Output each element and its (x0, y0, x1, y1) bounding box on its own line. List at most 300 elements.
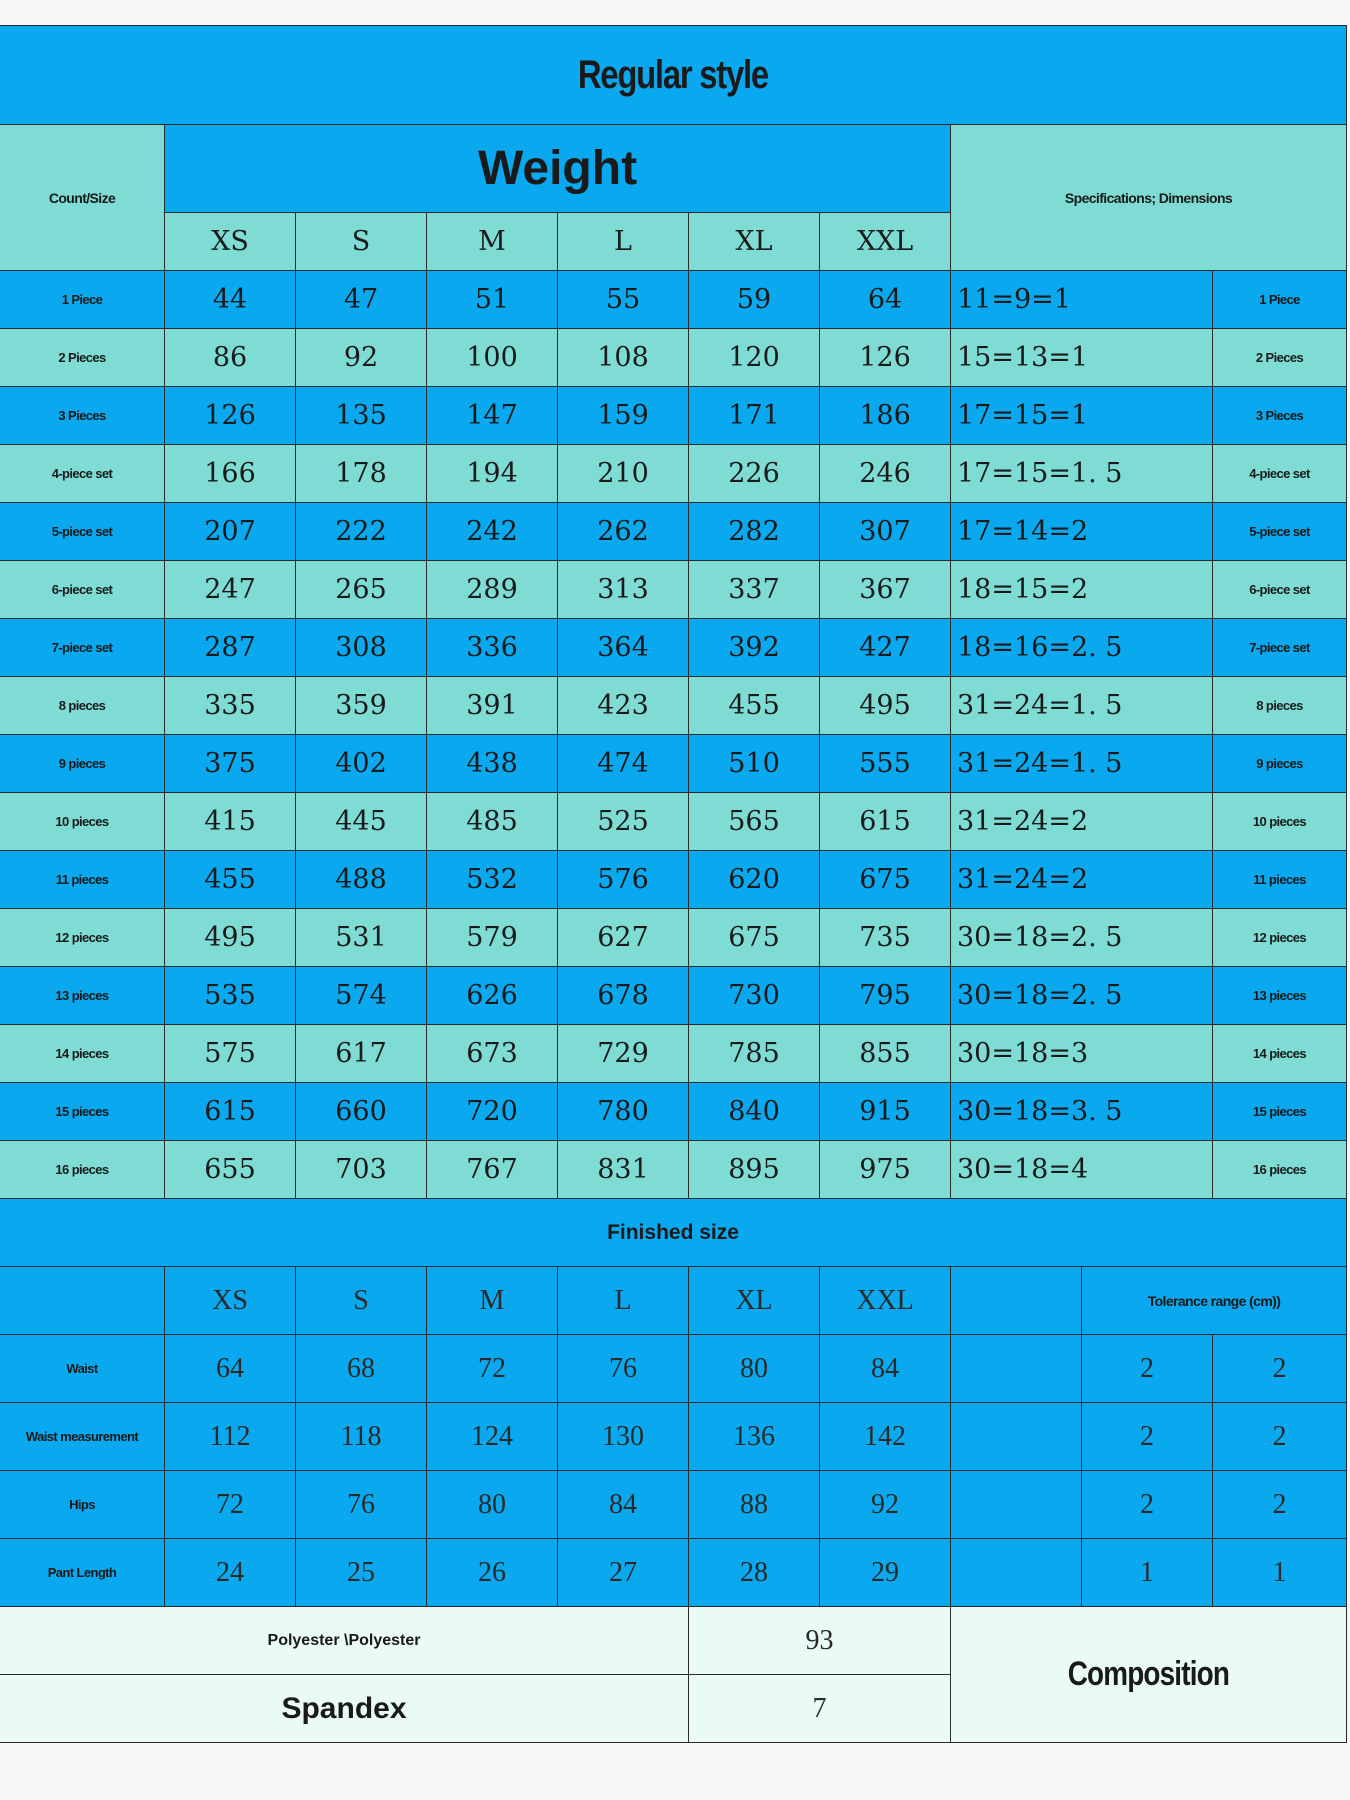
tolerance-value-text: 2 (1272, 1488, 1287, 1520)
weight-value (165, 1025, 296, 1083)
row-label-right-text: 10 pieces (1252, 814, 1307, 829)
weight-value (427, 851, 558, 909)
weight-value-text: 126 (859, 342, 911, 373)
weight-value (820, 387, 951, 445)
weight-value-text: 59 (736, 284, 772, 315)
row-label-right (1213, 503, 1347, 561)
weight-value-text: 86 (212, 342, 248, 373)
count-size-label (0, 125, 165, 271)
weight-value-text: 675 (728, 922, 780, 953)
row-label-right (1213, 387, 1347, 445)
weight-value (689, 271, 820, 329)
row-label (0, 503, 165, 561)
measure-value (689, 1335, 820, 1403)
weight-value-text: 495 (204, 922, 256, 953)
tolerance-heading-text: Tolerance range (cm)) (1147, 1292, 1281, 1309)
measure-value-text: 80 (740, 1352, 768, 1384)
weight-value-text: 210 (597, 458, 649, 489)
row-label (0, 735, 165, 793)
weight-value-text: 47 (343, 284, 379, 315)
measure-value-text: 64 (216, 1352, 244, 1384)
weight-value-text: 840 (728, 1096, 780, 1127)
finished-empty-header (0, 1267, 165, 1335)
row-label-right-text: 15 pieces (1252, 1104, 1307, 1119)
weight-value-text: 308 (335, 632, 387, 663)
row-label-text: 15 pieces (55, 1104, 109, 1119)
measure-value (165, 1539, 296, 1607)
weight-value (558, 793, 689, 851)
weight-value (296, 387, 427, 445)
weight-value-text: 247 (204, 574, 256, 605)
weight-value (689, 1025, 820, 1083)
weight-size-header-text: XXL (856, 226, 914, 257)
row-label-text: 12 pieces (55, 930, 109, 945)
weight-value-text: 44 (212, 284, 248, 315)
weight-value (427, 329, 558, 387)
weight-value (820, 1141, 951, 1199)
tolerance-value (1213, 1471, 1347, 1539)
weight-value-text: 615 (859, 806, 911, 837)
weight-value (558, 271, 689, 329)
spec-value (951, 967, 1213, 1025)
measure-value-text: 68 (347, 1352, 375, 1384)
weight-value (427, 1141, 558, 1199)
weight-value-text: 265 (335, 574, 387, 605)
weight-value-text: 574 (335, 980, 387, 1011)
tolerance-value-text: 2 (1140, 1352, 1154, 1384)
weight-size-header-text: S (351, 226, 371, 257)
weight-value (165, 387, 296, 445)
weight-value (689, 329, 820, 387)
weight-value-text: 391 (466, 690, 518, 721)
measure-value-text: 76 (347, 1488, 375, 1520)
tolerance-value-text: 2 (1272, 1352, 1287, 1384)
tolerance-value (1082, 1335, 1213, 1403)
weight-size-header (558, 213, 689, 271)
weight-value (820, 329, 951, 387)
weight-value-text: 673 (466, 1038, 518, 1069)
composition-item-value (689, 1675, 951, 1743)
row-label-right-text: 12 pieces (1252, 930, 1307, 945)
weight-value (820, 1025, 951, 1083)
row-label-text: 4-piece set (51, 466, 113, 481)
weight-value-text: 108 (597, 342, 649, 373)
weight-value-text: 415 (204, 806, 256, 837)
measure-empty (951, 1335, 1082, 1403)
weight-value (427, 967, 558, 1025)
spec-value (951, 851, 1213, 909)
weight-value-text: 159 (597, 400, 649, 431)
row-label-right (1213, 967, 1347, 1025)
composition-item-value-text: 7 (812, 1692, 827, 1724)
measure-label-text: Waist (66, 1361, 98, 1376)
measure-value (558, 1539, 689, 1607)
weight-value (558, 677, 689, 735)
row-label-right-text: 11 pieces (1253, 872, 1306, 887)
weight-value (427, 503, 558, 561)
measure-value-text: 142 (864, 1420, 906, 1452)
spec-value-text: 31=24=1. 5 (957, 690, 1123, 721)
measure-value-text: 130 (602, 1420, 644, 1452)
weight-size-header-text: L (614, 226, 632, 257)
weight-value (820, 445, 951, 503)
spec-value-text: 30=18=2. 5 (957, 922, 1123, 953)
row-label-right (1213, 677, 1347, 735)
measure-value (165, 1403, 296, 1471)
weight-value (820, 967, 951, 1025)
measure-value-text: 26 (478, 1556, 506, 1588)
weight-value (689, 851, 820, 909)
row-label-text: 16 pieces (55, 1162, 109, 1177)
weight-value (296, 851, 427, 909)
weight-value-text: 166 (204, 458, 256, 489)
weight-value (165, 793, 296, 851)
spec-value-text: 30=18=3 (957, 1038, 1089, 1069)
weight-value-text: 474 (597, 748, 649, 779)
spec-value (951, 561, 1213, 619)
spec-value-text: 17=15=1 (957, 400, 1089, 431)
weight-value-text: 531 (335, 922, 387, 953)
row-label-right (1213, 735, 1347, 793)
weight-value (296, 1025, 427, 1083)
weight-value (689, 503, 820, 561)
weight-value (558, 619, 689, 677)
row-label (0, 851, 165, 909)
measure-value (820, 1335, 951, 1403)
measure-value (165, 1471, 296, 1539)
row-label-right-text: 7-piece set (1249, 640, 1310, 655)
row-label (0, 387, 165, 445)
spec-value (951, 1141, 1213, 1199)
measure-value-text: 80 (478, 1488, 506, 1520)
weight-value (427, 1025, 558, 1083)
finished-size-header (558, 1267, 689, 1335)
weight-value (427, 793, 558, 851)
weight-size-header (427, 213, 558, 271)
weight-value-text: 655 (204, 1154, 256, 1185)
row-label (0, 793, 165, 851)
tolerance-value-text: 2 (1272, 1420, 1287, 1452)
measure-value-text: 72 (478, 1352, 506, 1384)
row-label-text: 8 pieces (58, 698, 106, 713)
row-label (0, 271, 165, 329)
weight-value (689, 909, 820, 967)
weight-value-text: 445 (335, 806, 387, 837)
weight-value-text: 364 (597, 632, 649, 663)
weight-value (296, 735, 427, 793)
weight-value-text: 194 (466, 458, 518, 489)
weight-value (427, 387, 558, 445)
row-label-right-text: 13 pieces (1252, 988, 1307, 1003)
tolerance-value-text: 2 (1140, 1420, 1154, 1452)
measure-value-text: 24 (216, 1556, 244, 1588)
row-label-right (1213, 445, 1347, 503)
composition-label (951, 1607, 1347, 1743)
row-label-right-text: 4-piece set (1249, 466, 1310, 481)
weight-value-text: 576 (597, 864, 649, 895)
weight-value-text: 126 (204, 400, 256, 431)
weight-value (689, 561, 820, 619)
weight-value (558, 909, 689, 967)
weight-value (558, 1083, 689, 1141)
weight-value (558, 851, 689, 909)
weight-value-text: 367 (859, 574, 911, 605)
weight-value (427, 1083, 558, 1141)
weight-value-text: 532 (466, 864, 518, 895)
weight-value (296, 793, 427, 851)
weight-value (165, 1083, 296, 1141)
weight-size-header (689, 213, 820, 271)
measure-value-text: 92 (871, 1488, 899, 1520)
specs-heading (951, 125, 1347, 271)
spec-value-text: 15=13=1 (957, 342, 1089, 373)
measure-label (0, 1471, 165, 1539)
weight-value-text: 678 (597, 980, 649, 1011)
spec-value-text: 31=24=2 (957, 806, 1089, 837)
weight-value-text: 555 (859, 748, 911, 779)
weight-value (689, 619, 820, 677)
spec-value-text: 11=9=1 (957, 284, 1071, 315)
weight-value (689, 967, 820, 1025)
weight-value (820, 735, 951, 793)
row-label-text: 6-piece set (51, 582, 113, 597)
weight-value (165, 1141, 296, 1199)
row-label-text: 3 Pieces (58, 408, 106, 423)
measure-value (296, 1471, 427, 1539)
spec-value (951, 735, 1213, 793)
finished-size-header (165, 1267, 296, 1335)
spec-value-text: 31=24=2 (957, 864, 1089, 895)
weight-value-text: 313 (597, 574, 649, 605)
measure-label-text: Waist measurement (25, 1429, 139, 1444)
weight-size-header-text: M (478, 226, 506, 257)
weight-value-text: 525 (597, 806, 649, 837)
weight-value-text: 92 (343, 342, 379, 373)
weight-size-header-text: XL (735, 226, 773, 257)
row-label (0, 1025, 165, 1083)
weight-value-text: 226 (728, 458, 780, 489)
tolerance-heading (1082, 1267, 1347, 1335)
weight-value (296, 561, 427, 619)
weight-value-text: 359 (335, 690, 387, 721)
weight-value-text: 617 (335, 1038, 387, 1069)
measure-value-text: 28 (740, 1556, 768, 1588)
weight-value-text: 438 (466, 748, 518, 779)
spec-value-text: 18=16=2. 5 (957, 632, 1123, 663)
weight-value-text: 335 (204, 690, 256, 721)
weight-value-text: 579 (466, 922, 518, 953)
composition-item-name (0, 1607, 689, 1675)
weight-size-header (296, 213, 427, 271)
row-label-right (1213, 561, 1347, 619)
spec-value (951, 1025, 1213, 1083)
row-label-right-text: 9 pieces (1256, 756, 1303, 771)
weight-value (558, 967, 689, 1025)
finished-empty-header (951, 1267, 1082, 1335)
size-chart-sheet (0, 25, 1350, 1739)
row-label-right (1213, 1025, 1347, 1083)
weight-heading (165, 125, 951, 213)
weight-value-text: 795 (859, 980, 911, 1011)
weight-value-text: 895 (728, 1154, 780, 1185)
weight-value (165, 851, 296, 909)
weight-value (558, 329, 689, 387)
row-label-text: 5-piece set (51, 524, 113, 539)
row-label (0, 967, 165, 1025)
weight-value-text: 627 (597, 922, 649, 953)
weight-value-text: 660 (335, 1096, 387, 1127)
row-label-right-text: 16 pieces (1252, 1162, 1307, 1177)
measure-empty (951, 1403, 1082, 1471)
weight-value (820, 561, 951, 619)
spec-value-text: 30=18=3. 5 (957, 1096, 1123, 1127)
measure-value (689, 1403, 820, 1471)
weight-value-text: 120 (728, 342, 780, 373)
weight-value (165, 445, 296, 503)
composition-item-value-text: 93 (805, 1624, 834, 1656)
weight-value-text: 565 (728, 806, 780, 837)
weight-value (165, 503, 296, 561)
measure-value-text: 72 (216, 1488, 244, 1520)
weight-value (689, 445, 820, 503)
weight-value (296, 909, 427, 967)
weight-value-text: 51 (474, 284, 510, 315)
weight-value (296, 503, 427, 561)
row-label-text: 13 pieces (55, 988, 109, 1003)
weight-value-text: 785 (728, 1038, 780, 1069)
finished-size-header-text: M (479, 1284, 505, 1316)
weight-value-text: 64 (867, 284, 903, 315)
row-label-right-text: 5-piece set (1249, 524, 1310, 539)
weight-value (558, 1025, 689, 1083)
tolerance-value-text: 2 (1140, 1488, 1154, 1520)
weight-value-text: 337 (728, 574, 780, 605)
weight-size-header (820, 213, 951, 271)
measure-empty (951, 1471, 1082, 1539)
weight-value (558, 735, 689, 793)
weight-value (427, 735, 558, 793)
weight-value (296, 967, 427, 1025)
tolerance-value-text: 1 (1272, 1556, 1287, 1588)
row-label-text: 10 pieces (55, 814, 109, 829)
weight-value-text: 831 (597, 1154, 649, 1185)
weight-size-header (165, 213, 296, 271)
weight-heading-text: Weight (477, 142, 638, 195)
weight-value (820, 793, 951, 851)
weight-value (165, 677, 296, 735)
tolerance-value (1213, 1539, 1347, 1607)
measure-label-text: Pant Length (47, 1565, 117, 1580)
measure-value (296, 1335, 427, 1403)
measure-empty (951, 1539, 1082, 1607)
weight-value-text: 510 (728, 748, 780, 779)
weight-value-text: 488 (335, 864, 387, 895)
weight-value-text: 735 (859, 922, 911, 953)
weight-value-text: 402 (335, 748, 387, 779)
weight-value (689, 387, 820, 445)
weight-value (296, 619, 427, 677)
weight-value-text: 455 (204, 864, 256, 895)
measure-value-text: 27 (609, 1556, 637, 1588)
weight-value-text: 336 (466, 632, 518, 663)
weight-value (820, 271, 951, 329)
weight-value-text: 535 (204, 980, 256, 1011)
weight-value (165, 619, 296, 677)
weight-value (296, 445, 427, 503)
weight-value-text: 171 (728, 400, 780, 431)
measure-value (558, 1403, 689, 1471)
weight-value (165, 967, 296, 1025)
tolerance-value (1213, 1403, 1347, 1471)
weight-value-text: 915 (859, 1096, 911, 1127)
weight-value-text: 262 (597, 516, 649, 547)
weight-value-text: 485 (466, 806, 518, 837)
weight-value-text: 246 (859, 458, 911, 489)
weight-value-text: 626 (466, 980, 518, 1011)
measure-value (427, 1471, 558, 1539)
weight-value-text: 455 (728, 690, 780, 721)
row-label-right (1213, 851, 1347, 909)
weight-size-header-text: XS (211, 226, 249, 257)
spec-value-text: 30=18=2. 5 (957, 980, 1123, 1011)
measure-value-text: 124 (471, 1420, 513, 1452)
weight-value-text: 615 (204, 1096, 256, 1127)
weight-value-text: 100 (466, 342, 518, 373)
weight-value-text: 392 (728, 632, 780, 663)
weight-value-text: 427 (859, 632, 911, 663)
weight-value (689, 677, 820, 735)
composition-label-text: Composition (1067, 1655, 1230, 1693)
finished-size-header (427, 1267, 558, 1335)
measure-value-text: 76 (609, 1352, 637, 1384)
weight-value (427, 619, 558, 677)
weight-value (296, 1083, 427, 1141)
measure-value (689, 1471, 820, 1539)
spec-value (951, 677, 1213, 735)
finished-size-header (689, 1267, 820, 1335)
tolerance-value-text: 1 (1140, 1556, 1154, 1588)
finished-size-header-text: XS (212, 1284, 248, 1316)
weight-value-text: 495 (859, 690, 911, 721)
spec-value (951, 619, 1213, 677)
row-label-text: 2 Pieces (58, 350, 106, 365)
finished-size-header-text: L (614, 1284, 632, 1316)
weight-value-text: 720 (466, 1096, 518, 1127)
measure-label (0, 1403, 165, 1471)
spec-value (951, 445, 1213, 503)
measure-value-text: 84 (609, 1488, 637, 1520)
weight-value (689, 1141, 820, 1199)
measure-value-text: 88 (740, 1488, 768, 1520)
measure-value-text: 136 (733, 1420, 775, 1452)
weight-value-text: 222 (335, 516, 387, 547)
row-label-right (1213, 1083, 1347, 1141)
weight-value-text: 186 (859, 400, 911, 431)
finished-size-header-text: XXL (856, 1284, 914, 1316)
weight-value-text: 975 (859, 1154, 911, 1185)
weight-value-text: 855 (859, 1038, 911, 1069)
finished-size-title (0, 1199, 1347, 1267)
row-label (0, 909, 165, 967)
weight-value-text: 287 (204, 632, 256, 663)
row-label-text: 9 pieces (58, 756, 106, 771)
spec-value (951, 793, 1213, 851)
measure-value (689, 1539, 820, 1607)
measure-value (165, 1335, 296, 1403)
finished-size-header-text: XL (735, 1284, 773, 1316)
weight-value-text: 423 (597, 690, 649, 721)
measure-value (427, 1335, 558, 1403)
